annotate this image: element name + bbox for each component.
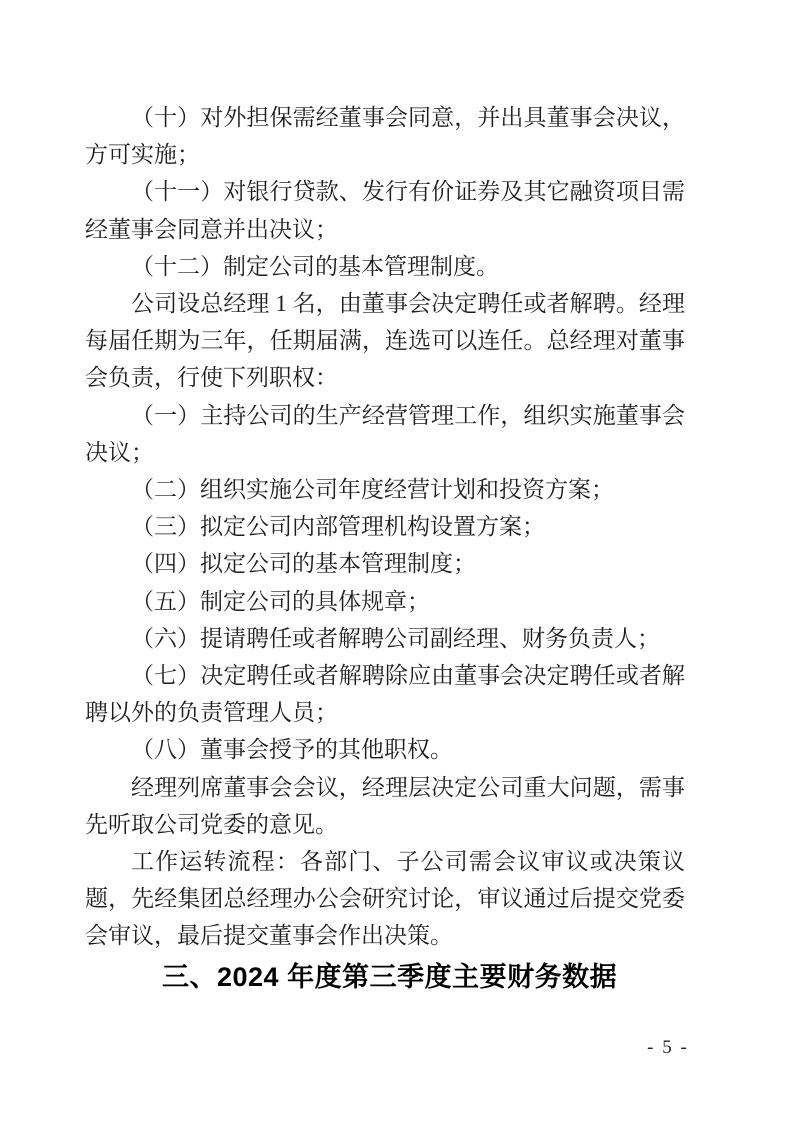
paragraph: （四）拟定公司的基本管理制度； [131, 551, 476, 577]
paragraph: （十）对外担保需经董事会同意，并出具董事会决议，方可实施； [85, 105, 685, 168]
page-number: - 5 - [647, 1037, 689, 1058]
section-heading: 三、2024 年度第三季度主要财务数据 [162, 961, 618, 992]
document-body [85, 99, 685, 997]
paragraph: （一）主持公司的生产经营管理工作，组织实施董事会决议； [85, 402, 685, 465]
paragraph: 公司设总经理 1 名，由董事会决定聘任或者解聘。经理每届任期为三年，任期届满，连选可以连任。总经理对董事会负责，行使下列职权： [85, 291, 685, 391]
paragraph: 工作运转流程：各部门、子公司需会议审议或决策议题，先经集团总经理办公会研究讨论，审议通过后提交党委会审议，最后提交董事会作出决策。 [85, 849, 685, 949]
paragraph: （十一）对银行贷款、发行有价证券及其它融资项目需经董事会同意并出决议； [85, 179, 685, 242]
paragraph: （八）董事会授予的其他职权。 [131, 737, 453, 763]
paragraph: （五）制定公司的具体规章； [131, 588, 430, 614]
paragraph: （十二）制定公司的基本管理制度。 [131, 253, 499, 279]
paragraph: （三）拟定公司内部管理机构设置方案； [131, 514, 545, 540]
paragraph: （七）决定聘任或者解聘除应由董事会决定聘任或者解聘以外的负责管理人员； [85, 663, 685, 726]
paragraph: （二）组织实施公司年度经营计划和投资方案； [131, 477, 614, 503]
paragraph: （六）提请聘任或者解聘公司副经理、财务负责人； [131, 625, 660, 651]
paragraph: 经理列席董事会会议，经理层决定公司重大问题，需事先听取公司党委的意见。 [85, 774, 685, 837]
